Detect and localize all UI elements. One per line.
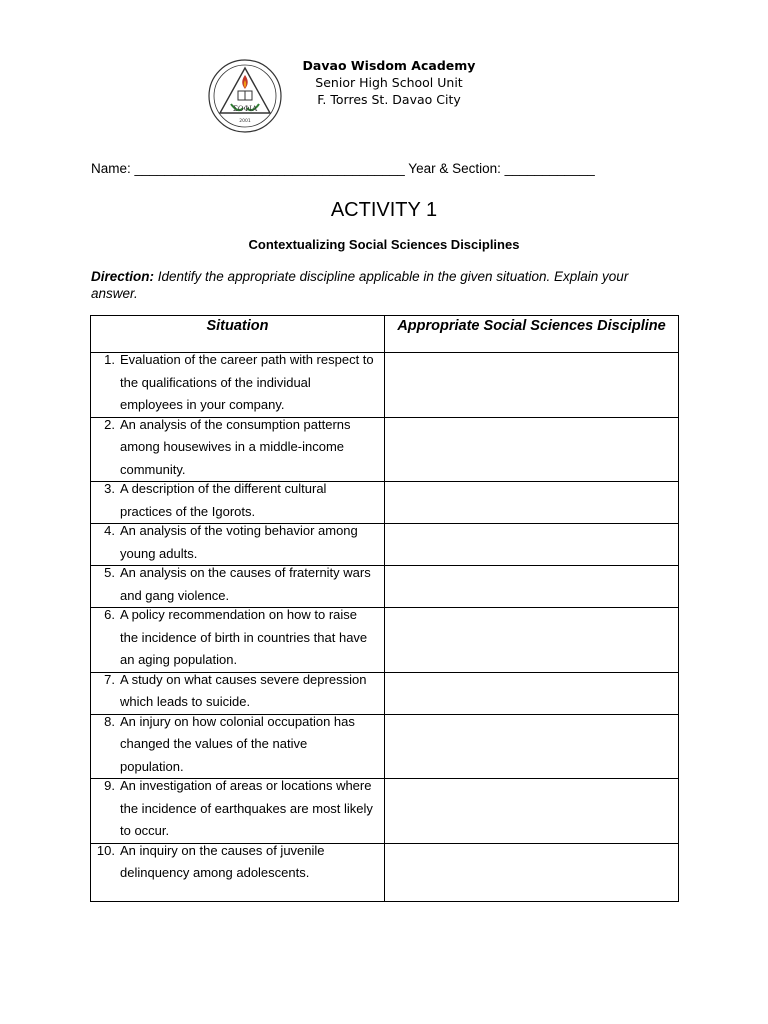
table-row bbox=[91, 843, 679, 901]
situation-cell bbox=[91, 417, 385, 482]
answer-cell[interactable] bbox=[385, 417, 679, 482]
item-text: An analysis on the causes of fraternity wars and gang violence. bbox=[120, 565, 371, 603]
table-row bbox=[91, 779, 679, 844]
answer-cell[interactable] bbox=[385, 353, 679, 418]
logo-year-text: 2001 bbox=[239, 119, 251, 124]
item-number: 4. bbox=[104, 523, 115, 538]
situation-cell bbox=[91, 482, 385, 524]
item-text: An analysis of the voting behavior among young adults. bbox=[120, 523, 358, 561]
item-number: 8. bbox=[104, 713, 115, 729]
header-situation: Situation bbox=[91, 316, 385, 353]
item-number: 1. bbox=[104, 352, 115, 367]
item-text: A policy recommendation on how to raise the incidence of birth in countries that have an aging population. bbox=[120, 607, 368, 667]
answer-cell[interactable] bbox=[385, 608, 679, 673]
item-text: A description of the different cultural practices of the Igorots. bbox=[120, 481, 327, 519]
school-name: Davao Wisdom Academy bbox=[302, 58, 476, 73]
item-number: 7. bbox=[104, 671, 115, 687]
document-header bbox=[0, 50, 768, 140]
item-number: 10. bbox=[96, 842, 115, 858]
situation-cell bbox=[91, 672, 385, 714]
table-row bbox=[91, 714, 679, 779]
item-text: An analysis of the consumption patterns among housewives in a middle-income community. bbox=[120, 416, 351, 477]
table-row bbox=[91, 353, 679, 418]
situation-cell bbox=[91, 843, 385, 901]
direction-label: Direction: bbox=[91, 269, 155, 284]
situation-cell bbox=[91, 714, 385, 779]
item-number: 2. bbox=[104, 416, 115, 432]
item-text: An injury on how colonial occupation has changed the values of the native population. bbox=[120, 713, 355, 774]
school-unit: Senior High School Unit bbox=[315, 75, 463, 90]
item-text: A study on what causes severe depression which leads to suicide. bbox=[120, 671, 367, 709]
item-text: Evaluation of the career path with respect to the qualifications of the individual employees in your company. bbox=[120, 352, 374, 412]
table-row bbox=[91, 672, 679, 714]
situation-cell bbox=[91, 566, 385, 608]
activity-table bbox=[90, 315, 679, 902]
item-number: 6. bbox=[104, 607, 115, 622]
item-text: An inquiry on the causes of juvenile delinquency among adolescents. bbox=[120, 842, 325, 880]
school-address: F. Torres St. Davao City bbox=[317, 92, 461, 107]
situation-cell bbox=[91, 353, 385, 418]
answer-cell[interactable] bbox=[385, 779, 679, 844]
item-number: 5. bbox=[104, 565, 115, 580]
logo-sofia-text: ΣΟΦΙΑ bbox=[232, 105, 258, 113]
table-header-row bbox=[91, 316, 679, 353]
situation-cell bbox=[91, 779, 385, 844]
situation-cell bbox=[91, 608, 385, 673]
answer-cell[interactable] bbox=[385, 714, 679, 779]
item-number: 9. bbox=[104, 778, 115, 793]
activity-subtitle: Contextualizing Social Sciences Disciplines bbox=[248, 237, 520, 252]
direction-instructions: Identify the appropriate discipline applicable in the given situation. Explain your answer. bbox=[91, 269, 629, 301]
answer-cell[interactable] bbox=[385, 843, 679, 901]
table-row bbox=[91, 524, 679, 566]
school-info bbox=[294, 57, 484, 108]
table-row bbox=[91, 566, 679, 608]
answer-cell[interactable] bbox=[385, 672, 679, 714]
item-text: An investigation of areas or locations where the incidence of earthquakes are most likely to occur. bbox=[120, 778, 373, 838]
answer-cell[interactable] bbox=[385, 566, 679, 608]
name-and-section-line: Name: ____________________________________ Year & Section: ____________ bbox=[91, 161, 595, 176]
situation-cell bbox=[91, 524, 385, 566]
table-row bbox=[91, 482, 679, 524]
activity-title: ACTIVITY 1 bbox=[330, 199, 438, 221]
table-row bbox=[91, 417, 679, 482]
answer-cell[interactable] bbox=[385, 524, 679, 566]
school-seal-logo bbox=[207, 58, 283, 134]
header-discipline: Appropriate Social Sciences Discipline bbox=[385, 316, 679, 353]
item-number: 3. bbox=[104, 481, 115, 496]
answer-cell[interactable] bbox=[385, 482, 679, 524]
table-row bbox=[91, 608, 679, 673]
direction-text bbox=[91, 268, 671, 302]
